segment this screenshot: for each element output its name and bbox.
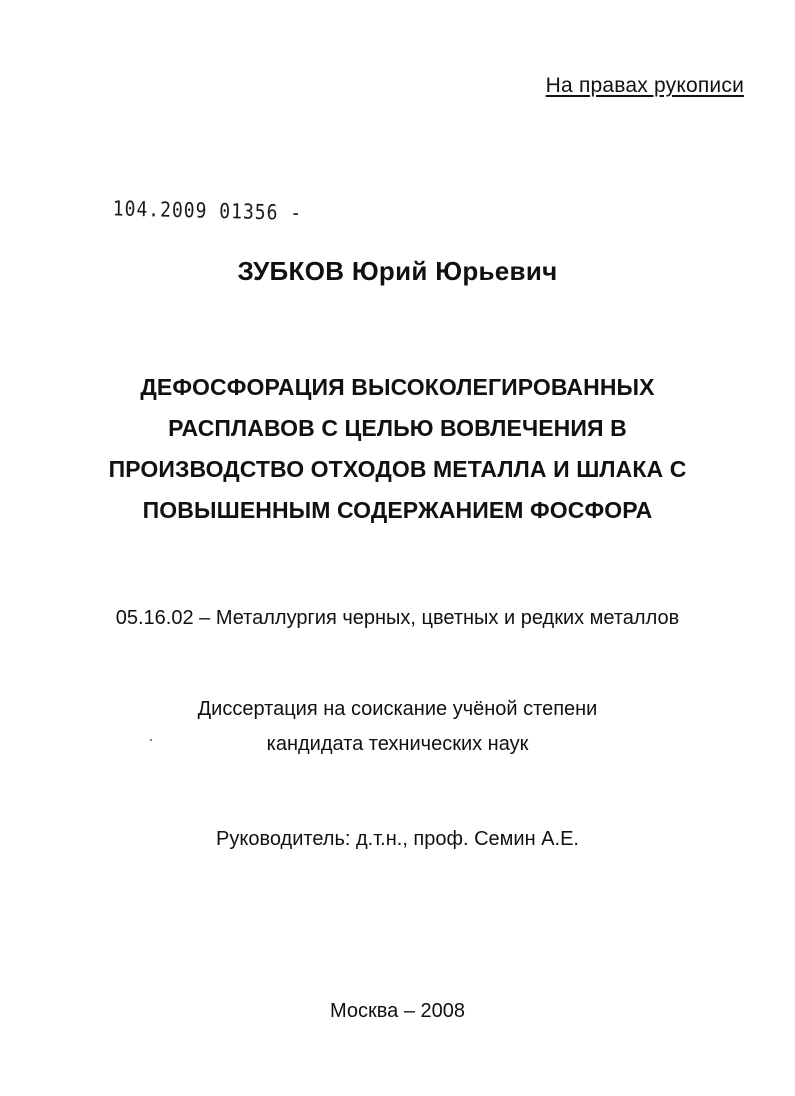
thesis-title-line: ПРОИЗВОДСТВО ОТХОДОВ МЕТАЛЛА И ШЛАКА С bbox=[108, 456, 687, 482]
degree-line: Диссертация на соискание учёной степени bbox=[197, 698, 598, 720]
degree-line: кандидата технических наук bbox=[266, 733, 529, 755]
thesis-title-line: РАСПЛАВОВ С ЦЕЛЬЮ ВОВЛЕЧЕНИЯ В bbox=[168, 415, 627, 441]
author-name: ЗУБКОВ Юрий Юрьевич bbox=[237, 256, 558, 286]
rights-notice: На правах рукописи bbox=[545, 74, 744, 97]
library-stamp: 104.2009 01356 - bbox=[112, 197, 303, 226]
advisor: Руководитель: д.т.н., проф. Семин А.Е. bbox=[216, 828, 579, 850]
degree-statement bbox=[0, 692, 795, 762]
thesis-title-line: ДЕФОСФОРАЦИЯ ВЫСОКОЛЕГИРОВАННЫХ bbox=[140, 374, 655, 400]
city-year: Москва – 2008 bbox=[329, 1000, 465, 1022]
thesis-title bbox=[80, 367, 715, 531]
specialty-code: 05.16.02 – Металлургия черных, цветных и редких металлов bbox=[115, 607, 680, 629]
thesis-title-line: ПОВЫШЕННЫМ СОДЕРЖАНИЕМ ФОСФОРА bbox=[142, 497, 653, 523]
